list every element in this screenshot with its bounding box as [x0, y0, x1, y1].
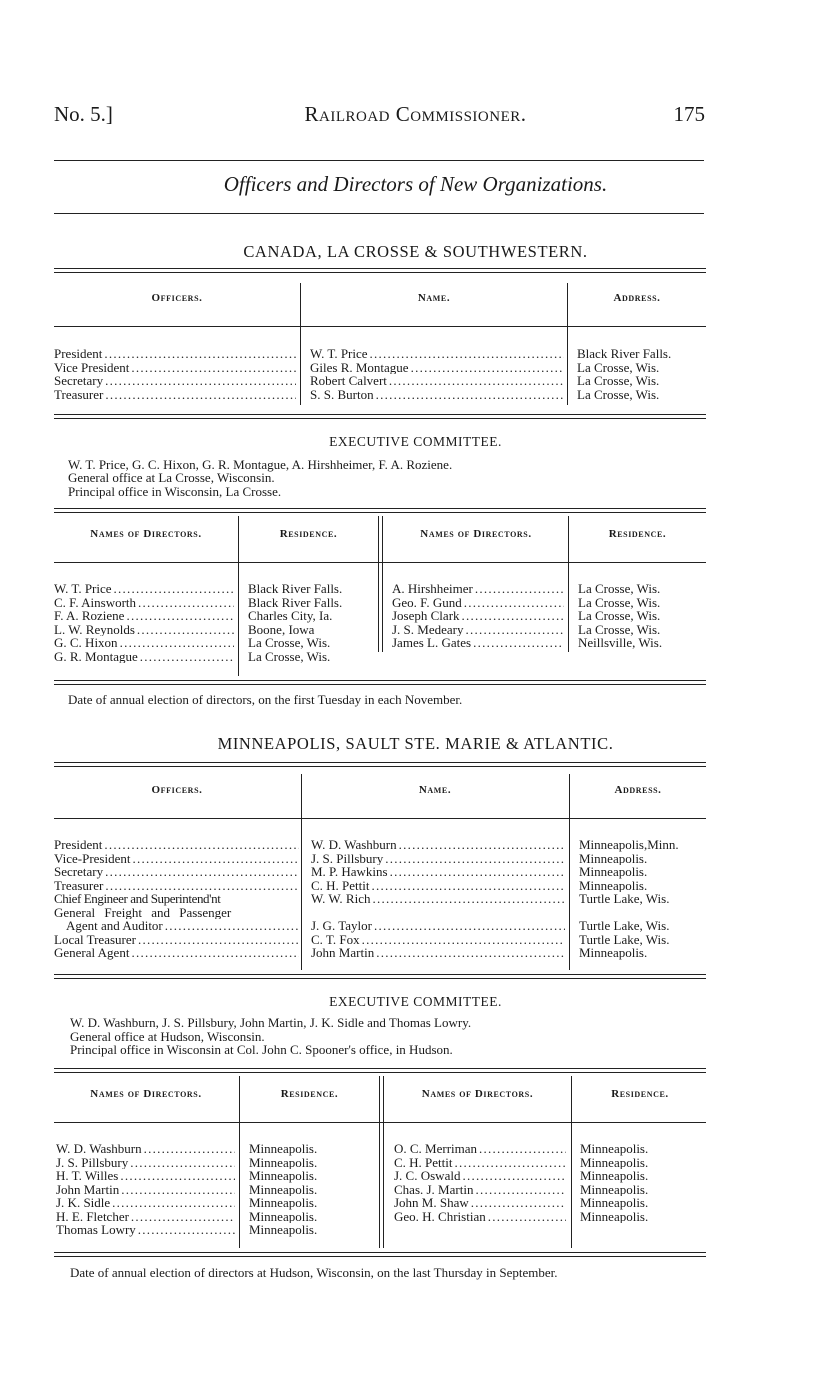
column-header: Name. — [418, 784, 452, 796]
section-title: CANADA, LA CROSSE & SOUTHWESTERN. — [243, 242, 588, 261]
list-item — [392, 636, 564, 650]
director-name: H. T. Willes — [56, 1169, 119, 1183]
director-name: O. C. Merriman — [394, 1142, 478, 1156]
principal-office: Principal office in Wisconsin at Col. John C. Spooner's office, in Hudson. — [70, 1042, 453, 1057]
director-residence: La Crosse, Wis. — [578, 622, 661, 636]
column-header: Residence. — [280, 1088, 339, 1100]
page-number-label: No. 5.] — [54, 102, 113, 126]
principal-office: Principal office in Wisconsin, La Crosse. — [68, 484, 282, 499]
divider — [54, 1068, 706, 1073]
director-name: C. H. Pettit — [394, 1155, 453, 1169]
list-item — [310, 388, 564, 402]
officer-name: W. D. Washburn — [311, 838, 397, 852]
directors-residence-left — [249, 1142, 377, 1237]
column-header: Address. — [614, 784, 662, 796]
list-item — [54, 919, 299, 933]
election-note: Date of annual election of directors at Hudson, Wisconsin, on the last Thursday in September. — [70, 1265, 558, 1280]
column-header: Residence. — [611, 1088, 669, 1100]
office-label: General Agent — [54, 946, 130, 960]
list-item — [54, 838, 299, 852]
divider — [238, 516, 239, 676]
officer-name: W. T. Price — [310, 347, 368, 361]
directors-names-right — [394, 1142, 566, 1223]
director-name: Geo. F. Gund — [392, 595, 462, 609]
column-header: Names of Directors. — [420, 528, 532, 540]
list-item — [311, 933, 565, 947]
officer-name: C. H. Pettit — [311, 878, 370, 892]
officer-name: Giles R. Montague — [310, 360, 409, 374]
directors-residence-left — [248, 582, 378, 663]
office-label: Treasurer — [54, 878, 104, 892]
executive-committee-members: W. T. Price, G. C. Hixon, G. R. Montague, A. Hirshheimer, F. A. Roziene. — [68, 457, 453, 472]
page-number: 175 — [673, 102, 705, 126]
director-name: J. S. Medeary — [392, 622, 464, 636]
list-item — [311, 852, 565, 866]
director-residence: Black River Falls. — [248, 582, 343, 596]
list-item — [56, 1223, 235, 1237]
list-item — [54, 361, 296, 375]
office-label: Local Treasurer — [54, 932, 136, 946]
director-residence: La Crosse, Wis. — [578, 609, 661, 623]
divider — [54, 1122, 706, 1123]
officer-name: J. G. Taylor — [311, 919, 372, 933]
list-item — [56, 1156, 235, 1170]
list-item — [394, 1183, 566, 1197]
column-header: Address. — [613, 292, 661, 304]
section-title: MINNEAPOLIS, SAULT STE. MARIE & ATLANTIC. — [217, 734, 614, 753]
list-item — [310, 361, 564, 375]
divider — [571, 1076, 572, 1248]
address-column — [577, 347, 707, 401]
divider — [379, 1076, 384, 1248]
list-item — [54, 650, 234, 664]
officers-column — [54, 347, 296, 401]
list-item — [56, 1142, 235, 1156]
directors-residence-right — [580, 1142, 708, 1223]
office-label: Vice-President — [54, 851, 131, 865]
officer-name — [311, 906, 565, 920]
divider — [54, 818, 706, 819]
director-name: W. D. Washburn — [56, 1142, 142, 1156]
officer-name: Robert Calvert — [310, 374, 387, 388]
list-item — [394, 1196, 566, 1210]
officer-name: S. S. Burton — [310, 387, 374, 401]
directors-names-right — [392, 582, 564, 650]
executive-committee-title: EXECUTIVE COMMITTEE. — [329, 434, 502, 449]
director-residence: La Crosse, Wis. — [248, 649, 331, 663]
director-residence: La Crosse, Wis. — [578, 582, 661, 596]
officer-name: W. W. Rich — [311, 892, 371, 906]
director-residence: Minneapolis. — [249, 1155, 318, 1169]
director-name: G. R. Montague — [54, 649, 138, 663]
director-residence: Minneapolis. — [580, 1182, 649, 1196]
list-item — [54, 636, 234, 650]
election-note: Date of annual election of directors, on the first Tuesday in each November. — [68, 692, 463, 707]
officer-name: C. T. Fox — [311, 932, 360, 946]
office-label: General Freight and Passenger — [54, 905, 232, 919]
director-name: J. C. Oswald — [394, 1169, 461, 1183]
list-item — [54, 374, 296, 388]
list-item — [392, 582, 564, 596]
names-column — [311, 838, 565, 960]
list-item — [394, 1210, 566, 1224]
officer-address: Minneapolis. — [579, 946, 648, 960]
list-item — [56, 1183, 235, 1197]
director-name: H. E. Fletcher — [56, 1209, 129, 1223]
director-residence: Neillsville, Wis. — [578, 636, 663, 650]
office-label: Chief Engineer and Superintend'nt — [54, 892, 221, 906]
divider — [54, 268, 706, 273]
column-header: Residence. — [279, 528, 338, 540]
divider — [54, 160, 704, 161]
list-item — [311, 892, 565, 906]
list-item — [392, 596, 564, 610]
director-residence: Minneapolis. — [249, 1182, 318, 1196]
list-item — [394, 1142, 566, 1156]
directors-names-left — [54, 582, 234, 663]
office-label: Vice President — [54, 360, 130, 374]
list-item — [56, 1210, 235, 1224]
list-item — [54, 946, 299, 960]
director-residence: Minneapolis. — [580, 1209, 649, 1223]
director-residence: Minneapolis. — [580, 1196, 649, 1210]
director-name: W. T. Price — [54, 582, 112, 596]
director-residence: Minneapolis. — [249, 1209, 318, 1223]
officer-address: La Crosse, Wis. — [577, 360, 660, 374]
divider — [569, 774, 570, 970]
list-item — [54, 879, 299, 893]
director-residence: Minneapolis. — [249, 1196, 318, 1210]
page-title: Officers and Directors of New Organizations. — [223, 172, 608, 196]
column-header: Officers. — [151, 292, 203, 304]
director-residence: Boone, Iowa — [248, 622, 315, 636]
list-item — [311, 946, 565, 960]
divider — [54, 414, 706, 419]
divider — [54, 562, 706, 563]
officer-address: Black River Falls. — [577, 347, 672, 361]
officer-name: J. S. Pillsbury — [311, 851, 384, 865]
address-column — [579, 838, 711, 960]
divider — [239, 1076, 240, 1248]
list-item — [394, 1156, 566, 1170]
divider — [54, 974, 706, 979]
divider — [54, 762, 706, 767]
executive-committee-members: W. D. Washburn, J. S. Pillsbury, John Martin, J. K. Sidle and Thomas Lowry. — [70, 1015, 472, 1030]
officer-address: Turtle Lake, Wis. — [579, 919, 670, 933]
list-item — [311, 879, 565, 893]
list-item — [54, 623, 234, 637]
divider — [300, 283, 301, 405]
names-column — [310, 347, 564, 401]
officer-name: John Martin — [311, 946, 375, 960]
list-item — [311, 865, 565, 879]
director-name: James L. Gates — [392, 636, 472, 650]
divider — [567, 283, 568, 405]
director-residence: Minneapolis. — [580, 1169, 649, 1183]
director-name: Geo. H. Christian — [394, 1209, 486, 1223]
director-residence: Minneapolis. — [580, 1155, 649, 1169]
director-name: Chas. J. Martin — [394, 1182, 474, 1196]
officers-column — [54, 838, 299, 960]
executive-committee-title: EXECUTIVE COMMITTEE. — [329, 994, 502, 1009]
column-header: Officers. — [151, 784, 203, 796]
divider — [54, 213, 704, 214]
list-item — [310, 374, 564, 388]
column-header: Names of Directors. — [90, 528, 202, 540]
directors-names-left — [56, 1142, 235, 1237]
column-header: Residence. — [608, 528, 667, 540]
officer-address: Minneapolis. — [579, 865, 648, 879]
director-name: F. A. Roziene — [54, 609, 125, 623]
list-item — [392, 609, 564, 623]
officer-address: Turtle Lake, Wis. — [579, 892, 670, 906]
officer-address: Minneapolis,Minn. — [579, 838, 679, 852]
office-label: Secretary — [54, 374, 104, 388]
divider — [54, 680, 706, 685]
officer-address: La Crosse, Wis. — [577, 387, 660, 401]
officer-address — [579, 906, 711, 920]
officer-address: La Crosse, Wis. — [577, 374, 660, 388]
director-residence: Black River Falls. — [248, 595, 343, 609]
directors-residence-right — [578, 582, 708, 650]
director-name: A. Hirshheimer — [392, 582, 473, 596]
list-item — [310, 347, 564, 361]
general-office: General office at La Crosse, Wisconsin. — [68, 470, 275, 485]
director-residence: Minneapolis. — [249, 1223, 318, 1237]
office-label: President — [54, 347, 103, 361]
list-item — [392, 623, 564, 637]
office-label: President — [54, 838, 103, 852]
list-item — [54, 609, 234, 623]
column-header: Names of Directors. — [90, 1088, 202, 1100]
divider — [54, 1252, 706, 1257]
list-item — [56, 1169, 235, 1183]
office-label: Agent and Auditor — [66, 919, 163, 933]
director-residence: Minneapolis. — [580, 1142, 649, 1156]
divider — [301, 774, 302, 970]
director-name: J. K. Sidle — [56, 1196, 111, 1210]
director-residence: Minneapolis. — [249, 1169, 318, 1183]
officer-address: Minneapolis. — [579, 878, 648, 892]
divider — [378, 516, 383, 652]
list-item — [54, 582, 234, 596]
divider — [568, 516, 569, 652]
list-item — [311, 919, 565, 933]
list-item — [311, 838, 565, 852]
divider — [54, 508, 706, 513]
list-item — [54, 852, 299, 866]
director-residence: Minneapolis. — [249, 1142, 318, 1156]
divider — [54, 326, 706, 327]
list-item — [54, 347, 296, 361]
director-residence: La Crosse, Wis. — [248, 636, 331, 650]
list-item — [54, 933, 299, 947]
list-item — [54, 388, 296, 402]
officer-address: Minneapolis. — [579, 851, 648, 865]
general-office: General office at Hudson, Wisconsin. — [70, 1029, 265, 1044]
director-residence: Charles City, Ia. — [248, 609, 333, 623]
list-item — [54, 865, 299, 879]
director-name: John M. Shaw — [394, 1196, 469, 1210]
director-name: John Martin — [56, 1182, 120, 1196]
director-name: Thomas Lowry — [56, 1223, 136, 1237]
officer-name: M. P. Hawkins — [311, 865, 388, 879]
running-title: Railroad Commissioner. — [304, 102, 527, 126]
director-name: C. F. Ainsworth — [54, 595, 137, 609]
list-item — [54, 596, 234, 610]
director-name: G. C. Hixon — [54, 636, 118, 650]
director-residence: La Crosse, Wis. — [578, 595, 661, 609]
director-name: Joseph Clark — [392, 609, 460, 623]
officer-address: Turtle Lake, Wis. — [579, 932, 670, 946]
office-label: Treasurer — [54, 387, 104, 401]
list-item — [56, 1196, 235, 1210]
director-name: L. W. Reynolds — [54, 622, 135, 636]
director-name: J. S. Pillsbury — [56, 1155, 129, 1169]
list-item — [394, 1169, 566, 1183]
column-header: Names of Directors. — [421, 1088, 534, 1100]
office-label: Secretary — [54, 865, 104, 879]
column-header: Name. — [417, 292, 451, 304]
